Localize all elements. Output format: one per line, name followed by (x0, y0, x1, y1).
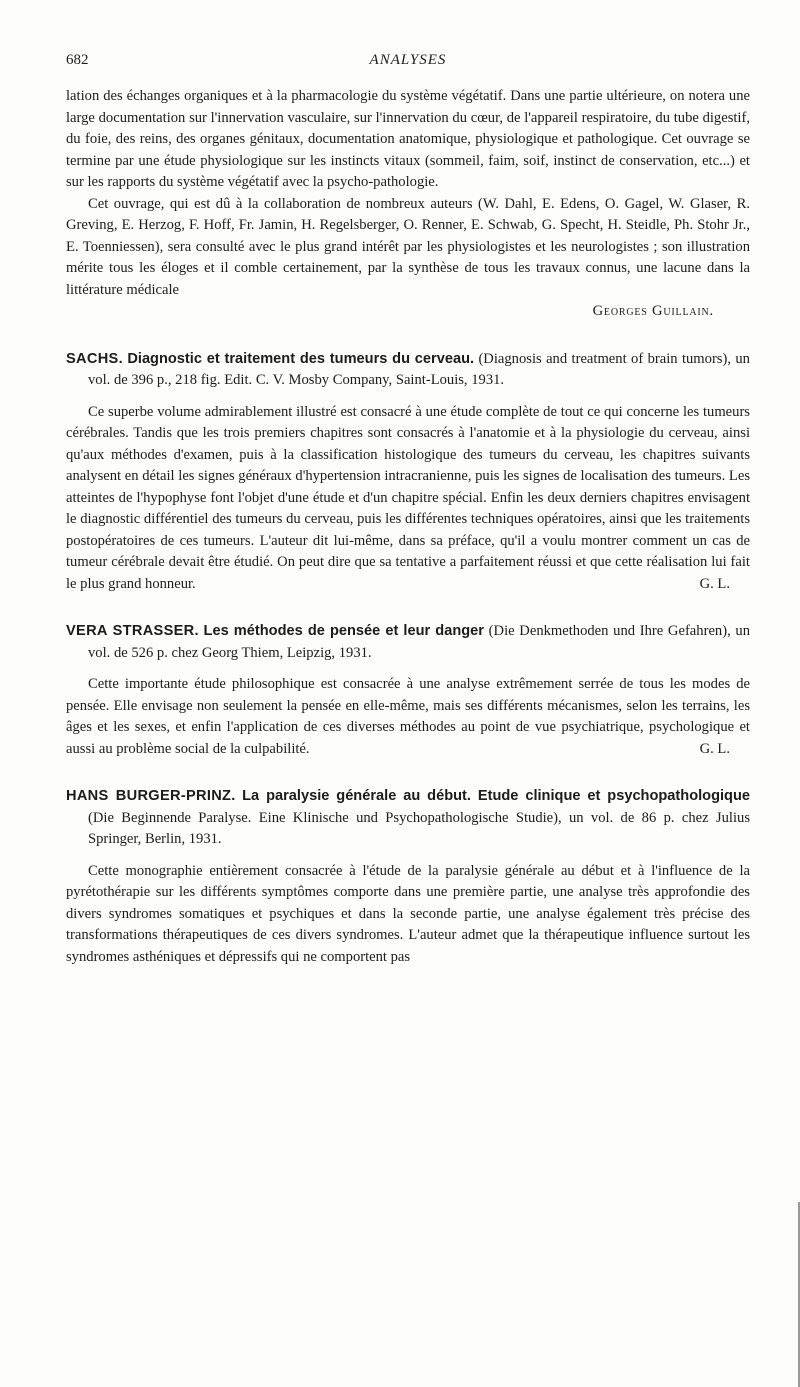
continued-paragraph: lation des échanges organiques et à la pharmacologie du système végétatif. Dans une partie ultérieure, on notera une large documentation sur l'innervation vasculaire, sur l'innervation du cœur, de l'appareil respiratoire, du tube digestif, du foie, des reins, des organes génitaux, documentation anatomique, physiologique et pathologique. Cet ouvrage se termine par une étude physiologique sur les instincts vitaux (sommeil, faim, soif, instinct de conservation, etc...) et sur les rapports du système végétatif avec la psycho-pathologie. (66, 88, 750, 190)
review-author: HANS BURGER-PRINZ. (66, 788, 236, 804)
review-heading (66, 786, 750, 851)
review-body-text: Cette importante étude philosophique est consacrée à une analyse extrêmement serrée de tous les modes de pensée. Elle envisage non seulement la pensée en elle-même, mais ses différents mécanismes, selon les terrains, les âges et les sexes, et enfin l'application de ces diverses méthodes au point de vue psychiatrique, psychologique et aussi au problème social de la culpabilité. (66, 676, 750, 757)
review-body-text: Ce superbe volume admirablement illustré est consacré à une étude complète de tout ce qui concerne les tumeurs cérébrales. Tandis que les trois premiers chapitres sont consacrés à l'anatomie et à la physiologie du cerveau, ainsi qu'aux méthodes d'examen, puis à la classification histologique des tumeurs du cerveau, les chapitres suivants analysent en détail les signes généraux d'hypertension intracranienne, puis les signes de localisation des tumeurs. Les atteintes de l'hypophyse font l'objet d'une étude et d'un chapitre spécial. Enfin les deux derniers chapitres envisagent le diagnostic différentiel des tumeurs du cerveau, puis les différentes techniques opératoires, ainsi que les traitements postopératoires de ces tumeurs. L'auteur dit lui-même, dans sa préface, qu'il a voulu montrer comment un cas de tumeur cérébrale devait être étudié. On peut dire que sa tentative a parfaitement réussi et que cette réalisation lui fait le plus grand honneur. (66, 403, 750, 592)
review-author: SACHS. (66, 350, 123, 367)
review-title: Les méthodes de pensée et leur danger (203, 623, 484, 639)
review-initials: G. L. (699, 575, 730, 592)
document-page (0, 52, 800, 1387)
review-reference: (Die Beginnende Paralyse. Eine Klinische und Psychopathologische Studie), un vol. de 86 p. chez Julius Springer, Berlin, 1931. (88, 809, 750, 847)
review-burger-prinz (66, 786, 750, 968)
collaborators-paragraph: Cet ouvrage, qui est dû à la collaboration de nombreux auteurs (W. Dahl, E. Edens, O. Gagel, W. Glaser, R. Greving, E. Herzog, F. Hoff, Fr. Jamin, H. Regelsberger, O. Renner, E. Schwab, G. Specht, H. Steidle, Ph. Stohr Jr., E. Toenniessen), sera consulté avec le plus grand intérêt par les physiologistes et les neurologistes ; son illustration mérite tous les éloges et il comble certainement, par la synthèse de tous les travaux connus, une lacune dans la littérature médicale (66, 195, 750, 298)
page-number: 682 (66, 52, 89, 68)
review-body (66, 674, 750, 760)
review-body (66, 402, 750, 596)
review-strasser (66, 621, 750, 760)
review-title: Diagnostic et traitement des tumeurs du cerveau. (127, 350, 475, 367)
review-reference: (Die Denkmethoden und Ihre Gefahren), un vol. de 526 p. chez Georg Thiem, Leipzig, 1931. (88, 623, 751, 661)
review-author: VERA STRASSER. (66, 623, 199, 639)
review-signature: Georges Guillain. (592, 303, 714, 319)
review-body-text: Cette monographie entièrement consacrée à l'étude de la paralysie générale au début et à l'influence de la pyrétothérapie sur les différents symptômes comporte dans une première partie, une analyse très approfondie des divers syndromes somatiques et psychiques et dans la seconde partie, une analyse également très précise des transformations thérapeutiques de ces divers syndromes. L'auteur admet que la thérapeutique influence surtout les syndromes asthéniques et dépressifs qui ne comportent pas (66, 862, 750, 965)
review-body (66, 861, 750, 969)
review-heading (66, 349, 750, 392)
review-initials: G. L. (699, 740, 730, 757)
running-head (66, 52, 750, 76)
review-reference: (Diagnosis and treatment of brain tumors), un vol. de 396 p., 218 fig. Edit. C. V. Mosby Company, Saint-Louis, 1931. (88, 350, 750, 388)
section-title: ANALYSES (369, 52, 447, 68)
review-title: La paralysie générale au début. Etude clinique et psychopathologique (242, 788, 750, 804)
review-heading (66, 621, 750, 664)
review-sachs (66, 349, 750, 596)
